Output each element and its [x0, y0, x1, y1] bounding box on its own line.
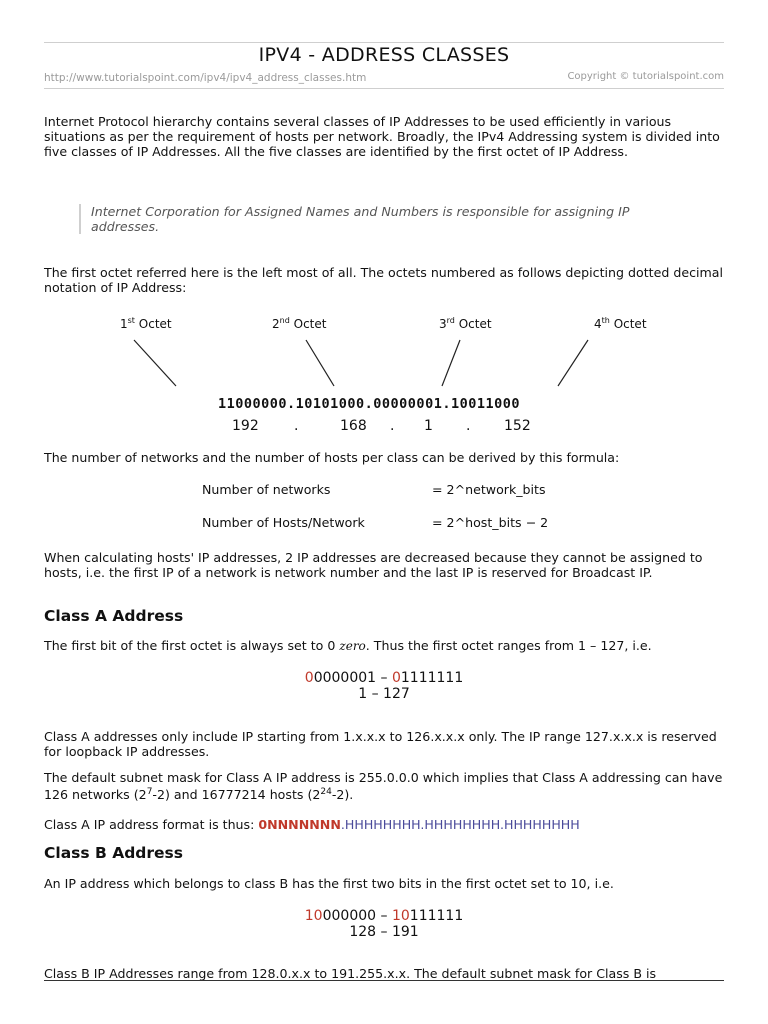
pointer-line-3 [442, 340, 460, 386]
page-title: IPV4 - ADDRESS CLASSES [258, 44, 510, 66]
decimal-dot-1: . [294, 418, 299, 434]
octet-intro-paragraph: The first octet referred here is the left most of all. The octets numbered as follows depicting dotted decimal notation of IP Address: [44, 265, 723, 295]
formula-hosts-value: = 2^host_bits − 2 [432, 515, 549, 530]
class-a-range-figure [224, 670, 544, 702]
class-a-decimal-range: 1 – 127 [358, 686, 410, 702]
class-a-format-paragraph: Class A IP address format is thus: 0NNNNNNN.HHHHHHHH.HHHHHHHH.HHHHHHHH [44, 817, 580, 832]
octet-figure [44, 310, 724, 440]
class-a-paragraph-2: Class A addresses only include IP starting from 1.x.x.x to 126.x.x.x only. The IP range 127.x.x.x is reserved for loopback IP addresses. [44, 729, 717, 759]
formula-intro-paragraph: The number of networks and the number of hosts per class can be derived by this formula: [44, 450, 620, 465]
decimal-octet-2: 168 [340, 418, 367, 434]
decimal-octet-3: 1 [424, 418, 433, 434]
blockquote-note: Internet Corporation for Assigned Names and Numbers is responsible for assigning IP addresses. [79, 204, 691, 234]
pointer-line-4 [558, 340, 588, 386]
class-b-paragraph-1: An IP address which belongs to class B has the first two bits in the first octet set to 10, i.e. [44, 876, 614, 891]
hosts-note-paragraph: When calculating hosts' IP addresses, 2 IP addresses are decreased because they cannot be assigned to hosts, i.e. the first IP of a network is network number and the last IP is reserved for Broadcast IP. [44, 550, 703, 580]
formula-table [44, 478, 724, 532]
binary-address: 11000000.10101000.00000001.10011000 [218, 396, 520, 412]
class-b-decimal-range: 128 – 191 [349, 924, 419, 940]
class-a-heading: Class A Address [44, 607, 184, 625]
source-url[interactable]: http://www.tutorialspoint.com/ipv4/ipv4_address_classes.htm [44, 72, 367, 84]
class-a-paragraph-1: The first bit of the first octet is always set to 0 zero. Thus the first octet ranges from 1 – 127, i.e. [44, 638, 652, 653]
decimal-octet-4: 152 [504, 418, 531, 434]
decimal-octet-1: 192 [232, 418, 259, 434]
formula-hosts-label: Number of Hosts/Network [202, 515, 365, 530]
octet-label-4: 4th Octet [594, 316, 647, 331]
class-b-binary-range: 10000000 – 10111111 [304, 908, 464, 924]
source-header [44, 70, 724, 89]
top-rule [44, 42, 724, 43]
class-b-heading: Class B Address [44, 844, 184, 862]
formula-networks-value: = 2^network_bits [432, 482, 546, 497]
octet-label-1: 1st Octet [120, 316, 172, 331]
bottom-rule [44, 980, 724, 981]
class-b-range-figure [224, 908, 544, 940]
class-a-binary-range: 00000001 – 01111111 [304, 670, 464, 686]
formula-networks-label: Number of networks [202, 482, 331, 497]
class-b-paragraph-2: Class B IP Addresses range from 128.0.x.x to 191.255.x.x. The default subnet mask for Class B is [44, 966, 657, 981]
document-page [44, 42, 724, 982]
decimal-dot-2: . [390, 418, 395, 434]
copyright-notice: Copyright © tutorialspoint.com [567, 71, 724, 82]
intro-paragraph: Internet Protocol hierarchy contains several classes of IP Addresses to be used efficiently in various situations as per the requirement of hosts per network. Broadly, the IPv4 Addressing system is divided into five classes of IP Addresses. All the five classes are identified by the first octet of IP Address. [44, 114, 720, 159]
octet-label-2: 2nd Octet [272, 316, 327, 331]
class-a-paragraph-3: The default subnet mask for Class A IP address is 255.0.0.0 which implies that Class A addressing can have 126 networks $(2^7-2)$ and 16777214 hosts $(2^{24}-2)$. [44, 770, 723, 803]
octet-label-3: 3rd Octet [439, 316, 492, 331]
pointer-line-1 [134, 340, 176, 386]
pointer-line-2 [306, 340, 334, 386]
decimal-dot-3: . [466, 418, 471, 434]
